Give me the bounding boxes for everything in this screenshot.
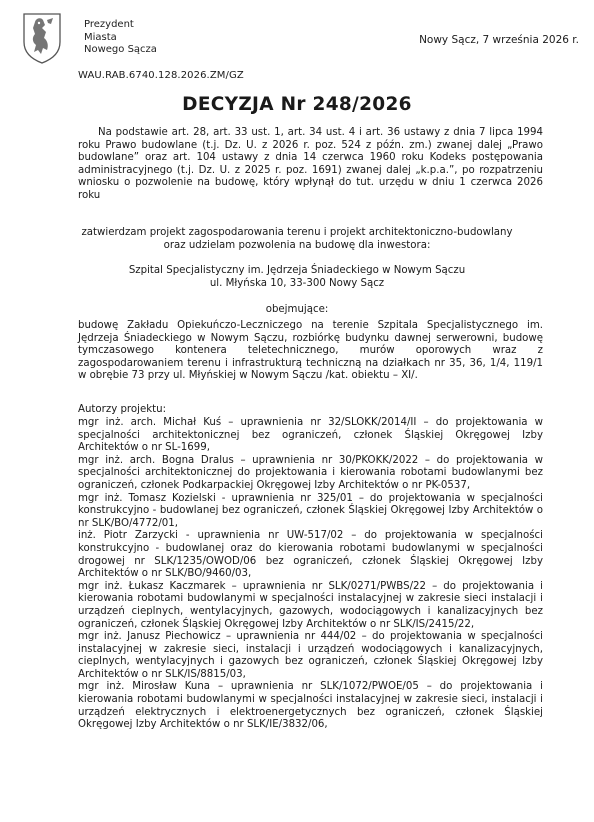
author-entry: mgr inż. Tomasz Kozielski - uprawnienia nr 325/01 – do projektowania w specjalności konstrukcyjno - budowlanej bez ograniczeń, członek Śląskiej Okręgowej Izby Architektów o nr SLK/BO/4772/01, [78,492,543,529]
approval-line: oraz udzielam pozwolenia na budowę dla inwestora: [163,239,431,251]
approval-line: zatwierdzam projekt zagospodarowania terenu i projekt architektoniczno-budowlany [81,227,513,238]
investor-name: Szpital Specjalistyczny im. Jędrzeja Śniadeckiego w Nowym Sączu [128,265,466,276]
author-entry: mgr inż. Mirosław Kuna – uprawnienia nr SLK/1072/PWOE/05 – do projektowania i kierowania robotami budowlanymi w specjalności instalacyjnej w zakresie sieci, instalacji i urządzeń elektrycznych i elektroenergetycznych bez ograniczeń, członek Śląskiej Okręgowej Izby Architektów o nr SLK/IE/3832/06, [78,681,543,731]
legal-basis-paragraph [78,127,543,203]
city-crest-icon [22,12,62,64]
covering-label: obejmujące: [265,304,329,315]
issuer-line: Miasta [84,31,117,43]
investor-address: ul. Młyńska 10, 33-300 Nowy Sącz [209,277,385,289]
author-entry: mgr inż. arch. Michał Kuś – uprawnienia nr 32/SLOKK/2014/II – do projektowania w specjalności architektonicznej bez ograniczeń, członek Śląskiej Okręgowej Izby Architektów o nr SL-1699, [78,417,543,454]
place-date: Nowy Sącz, 7 września 2026 r. [419,34,579,46]
legal-basis-text: Na podstawie art. 28, art. 33 ust. 1, art. 34 ust. 4 i art. 36 ustawy z dnia 7 lipca 1994 roku Prawo budowlane (t.j. Dz. U. z 2026 r. poz. 524 z późn. zm.) zwanej dalej „Prawo budowlane” oraz art. 104 ustawy z dnia 14 czerwca 1960 roku Kodeks postępowania administracyjnego (t.j. Dz. U. z 2025 r. poz. 1691) zwanej dalej „k.p.a.”, po rozpatrzeniu wniosku o pozwolenie na budowę, który wpłynął do tut. urzędu w dniu 1 czerwca 2026 roku [78,127,543,201]
approval-statement [0,227,594,252]
issuer-line: Prezydent [84,19,134,30]
letterhead [22,12,582,72]
author-entry: mgr inż. Łukasz Kaczmarek – uprawnienia nr SLK/0271/PWBS/22 – do projektowania i kierowania robotami budowlanymi w specjalności instalacyjnej w zakresie sieci instalacji i urządzeń cieplnych, wentylacyjnych, gazowych, wodociągowych i kanalizacyjnych bez ograniczeń, członek Śląskiej Okręgowej Izby Architektów o nr SLK/IS/2415/22, [78,580,543,630]
author-entry: mgr inż. Janusz Piechowicz – uprawnienia nr 444/02 – do projektowania w specjalności instalacyjnej w zakresie sieci, instalacji i urządzeń wodociągowych i kanalizacyjnych, cieplnych, wentylacyjnych i gazowych bez ograniczeń, członek Śląskiej Okręgowej Izby Architektów o nr SLK/IS/8815/03, [78,631,543,680]
scope-paragraph: budowę Zakładu Opiekuńczo-Leczniczego na terenie Szpitala Specjalistycznego im. Jędrzeja Śniadeckiego w Nowym Sączu, rozbiórkę budynku dawnej serwerowni, budowę tymczasowego kontenera teletechnicznego, murów oporowych wraz z zagospodarowaniem terenu i infrastrukturą techniczną na działkach nr 35, 36, 1/4, 119/1 w obrębie 73 przy ul. Młyńskiej w Nowym Sączu /kat. obiektu – XI/. [78,320,543,382]
author-entry: mgr inż. arch. Bogna Dralus – uprawnienia nr 30/PKOKK/2022 – do projektowania w specjalności architektonicznej do projektowania i kierowania robotami budowlanymi bez ograniczeń, członek Podkarpackiej Okręgowej Izby Architektów o nr PK-0537, [78,454,543,491]
case-reference: WAU.RAB.6740.128.2026.ZM/GZ [78,70,244,81]
authors-list [78,417,543,732]
document-title: DECYZJA Nr 248/2026 [182,94,412,115]
author-entry: inż. Piotr Zarzycki - uprawnienia nr UW-517/02 – do projektowania w specjalności konstrukcyjno - budowlanej oraz do kierowania robotami budowlanymi w specjalności drogowej nr SLK/1235/OWOD/06 bez ograniczeń, członek Śląskiej Okręgowej Izby Architektów o nr SLK/BO/9460/03, [78,530,543,580]
investor-block [0,265,594,290]
issuer-line: Nowego Sącza [84,44,157,55]
authors-heading: Autorzy projektu: [78,404,167,415]
issuer-name [84,19,157,57]
